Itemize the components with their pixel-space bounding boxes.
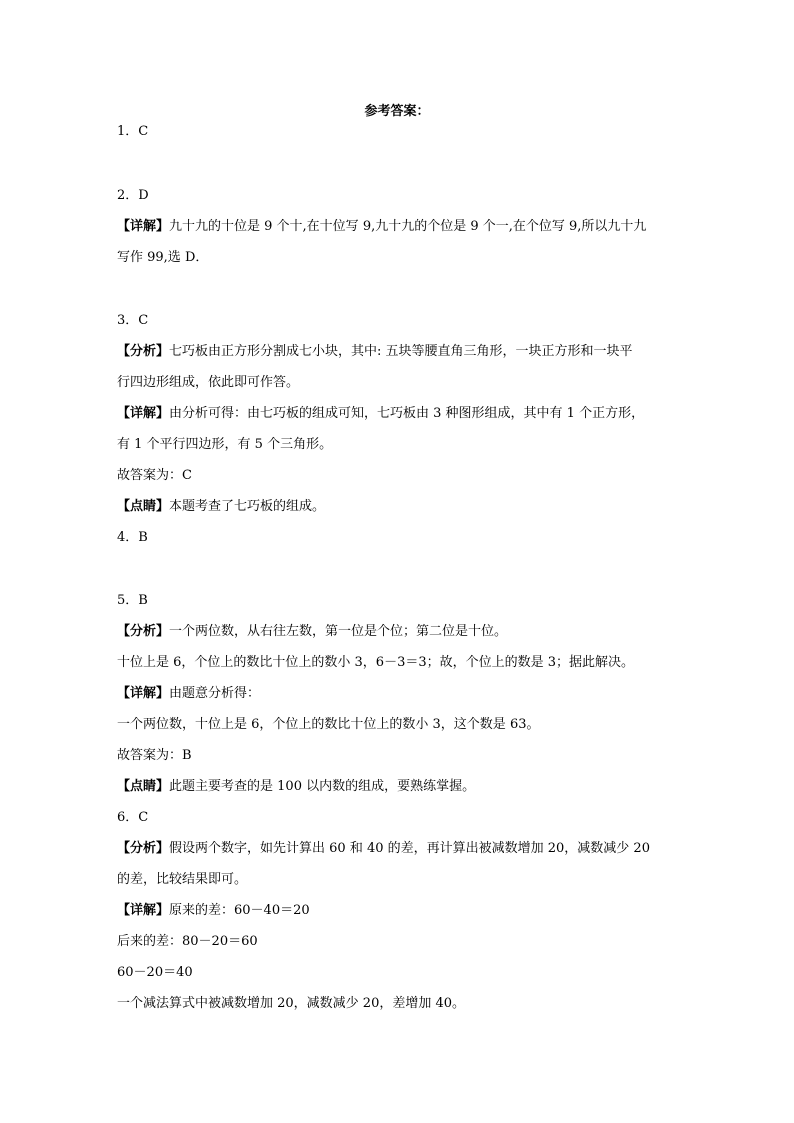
answer-5: 5．B [117, 593, 148, 608]
q3-detail-text: 由分析可得：由七巧板的组成可知，七巧板由 3 种图形组成，其中有 1 个正方形， [169, 406, 645, 421]
comment-tag: 【点睛】 [117, 779, 170, 794]
answer-4: 4．B [117, 530, 148, 545]
q2-detail-line [117, 219, 646, 235]
q5-analysis-text: 一个两位数，从右往左数，第一位是个位；第二位是十位。 [169, 624, 508, 639]
q3-detail-line [117, 406, 644, 422]
q5-conclusion: 故答案为：B [117, 748, 192, 763]
q6-detail-line4: 一个减法算式中被减数增加 20，减数减少 20，差增加 40。 [117, 996, 466, 1011]
detail-tag: 【详解】 [117, 406, 170, 421]
analysis-tag: 【分析】 [117, 344, 170, 359]
q3-conclusion: 故答案为：C [117, 468, 192, 483]
q3-comment-line [117, 499, 325, 515]
q5-detail-line [117, 686, 260, 702]
answer-1: 1．C [117, 124, 149, 139]
q6-detail-line3: 60－20＝40 [117, 965, 193, 980]
answer-3: 3．C [117, 313, 149, 328]
q5-detail-line2: 一个两位数，十位上是 6，个位上的数比十位上的数小 3，这个数是 63。 [117, 717, 540, 732]
q6-detail-line [117, 903, 310, 919]
q5-comment-line [117, 779, 475, 795]
answer-2: 2．D [117, 188, 149, 203]
q5-analysis-line2: 十位上是 6，个位上的数比十位上的数小 3，6－3＝3；故，个位上的数是 3；据此解决。 [117, 655, 635, 670]
detail-tag: 【详解】 [117, 219, 170, 234]
q3-analysis-text: 七巧板由正方形分割成七小块，其中: 五块等腰直角三角形，一块正方形和一块平 [169, 344, 633, 359]
answer-6: 6．C [117, 810, 149, 825]
q2-detail-line2: 写作 99,选 D． [117, 250, 209, 265]
q3-analysis-line2: 行四边形组成，依此即可作答。 [117, 375, 300, 390]
q6-detail-text: 原来的差：60－40＝20 [169, 903, 310, 918]
page-title: 参考答案： [364, 104, 430, 119]
q6-detail-line2: 后来的差：80－20＝60 [117, 934, 258, 949]
q3-comment-text: 本题考查了七巧板的组成。 [169, 499, 326, 514]
q5-detail-text: 由题意分析得： [169, 686, 261, 701]
analysis-tag: 【分析】 [117, 624, 170, 639]
detail-tag: 【详解】 [117, 686, 170, 701]
q6-analysis-text: 假设两个数字，如先计算出 60 和 40 的差，再计算出被减数增加 20，减数减少 20 [169, 841, 650, 856]
detail-tag: 【详解】 [117, 903, 170, 918]
q5-analysis-line [117, 624, 507, 640]
q2-detail-text: 九十九的十位是 9 个十,在十位写 9,九十九的个位是 9 个一,在个位写 9,所以九十九 [169, 219, 647, 234]
analysis-tag: 【分析】 [117, 841, 170, 856]
q3-analysis-line [117, 344, 633, 360]
q6-analysis-line [117, 841, 650, 857]
q5-comment-text: 此题主要考查的是 100 以内数的组成，要熟练掌握。 [169, 779, 476, 794]
q3-detail-line2: 有 1 个平行四边形，有 5 个三角形。 [117, 437, 333, 452]
q6-analysis-line2: 的差，比较结果即可。 [117, 872, 248, 887]
comment-tag: 【点睛】 [117, 499, 170, 514]
